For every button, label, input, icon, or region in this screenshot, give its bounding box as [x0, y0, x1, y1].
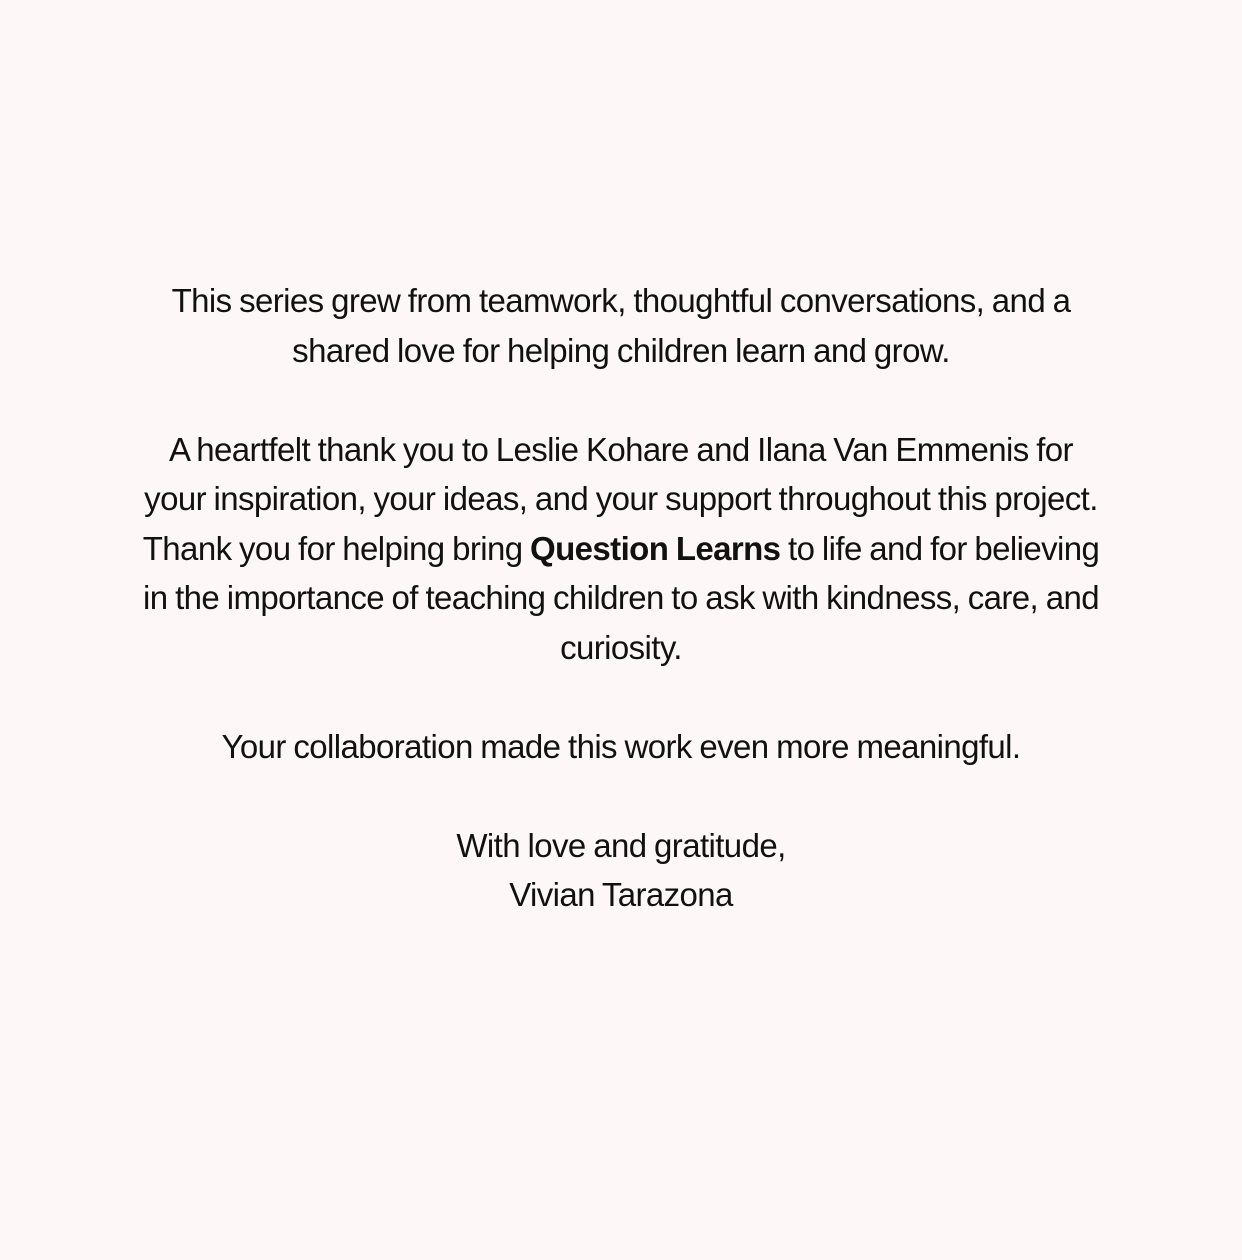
series-title: Question Learns — [530, 529, 781, 567]
thank-you-text-start: A heartfelt thank you to Leslie Kohare and Ilana Van Emmenis for your inspiration, your ideas, and your support throughout this project. Thank you for helping bring — [142, 430, 1098, 567]
paragraph-spacer — [140, 771, 1102, 821]
paragraph-spacer — [140, 375, 1102, 425]
closing-line: With love and gratitude, — [456, 826, 786, 864]
thank-you-paragraph — [140, 425, 1102, 673]
intro-paragraph: This series grew from teamwork, thoughtful conversations, and a shared love for helping children learn and grow. — [171, 282, 1071, 369]
collaboration-paragraph: Your collaboration made this work even more meaningful. — [221, 727, 1021, 765]
signature-name: Vivian Tarazona — [509, 876, 733, 913]
dedication-text-block — [140, 276, 1102, 920]
thank-you-text-end: to life and for believing in the importance of teaching children to ask with kindness, care, and curiosity. — [143, 529, 1100, 666]
paragraph-spacer — [140, 672, 1102, 722]
